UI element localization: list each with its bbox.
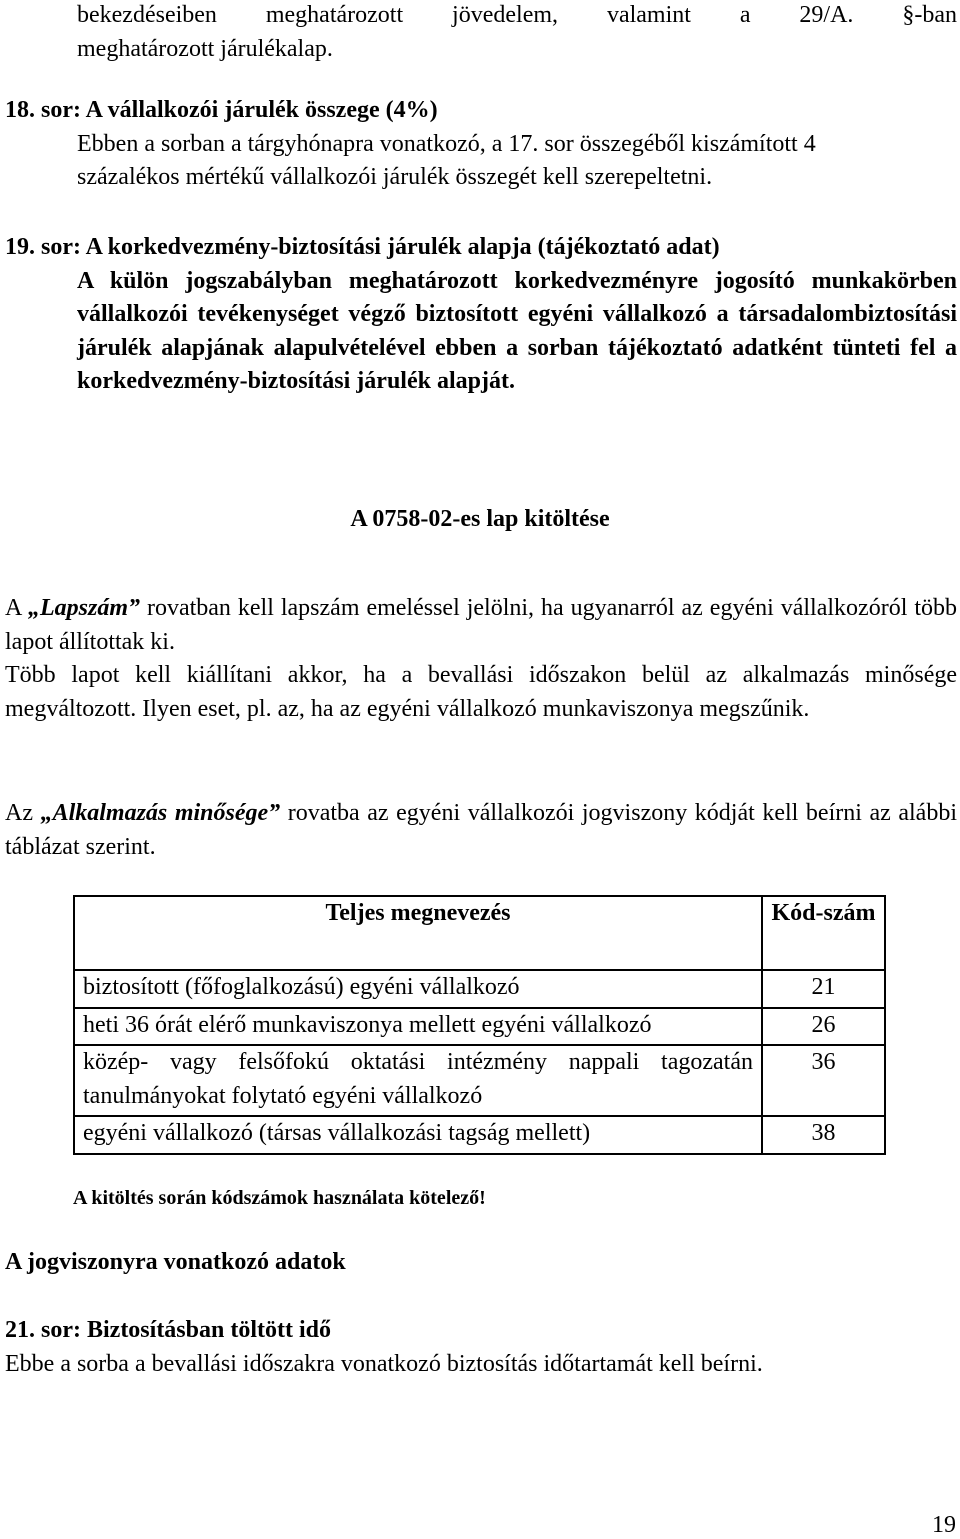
row-19-body: A külön jogszabályban meghatározott korkedvezményre jogosító munkakörben vállalkozói tevékenységet végző biztosított egyéni vállalkozó a társadalombiztosítási járulék alapjának alapulvételével ebben a sorban tájékoztató adatként tünteti fel a korkedvezmény-biztosítási járulék alapját. xyxy=(77,267,957,394)
row-name: heti 36 órát elérő munkaviszonya mellett egyéni vállalkozó xyxy=(74,1008,762,1046)
alkalmazas-pre: Az xyxy=(5,800,41,826)
row-18-title: 18. sor: A vállalkozói járulék összege (4%) xyxy=(5,97,438,123)
row-name: biztosított (főfoglalkozású) egyéni vállalkozó xyxy=(74,970,762,1008)
row-code: 21 xyxy=(762,970,885,1008)
lapszam-second: Több lapot kell kiállítani akkor, ha a bevallási időszakon belül az alkalmazás minősége megváltozott. Ilyen eset, pl. az, ha az egyéni vállalkozó munkaviszonya megszűnik. xyxy=(5,662,957,722)
alkalmazas-paragraph xyxy=(5,797,957,864)
lapszam-paragraph xyxy=(5,592,957,726)
row-name: közép- vagy felsőfokú oktatási intézmény nappali tagozatán tanulmányokat folytató egyéni vállalkozó xyxy=(74,1045,762,1116)
alkalmazas-text xyxy=(5,797,957,864)
code-table xyxy=(73,895,886,1155)
row-19-section xyxy=(5,231,957,399)
section-heading-jogviszony: A jogviszonyra vonatkozó adatok xyxy=(5,1249,346,1275)
row-18-section xyxy=(5,94,905,195)
lapszam-pre: A xyxy=(5,595,28,621)
paragraph-continuation xyxy=(77,0,957,66)
table-row xyxy=(74,1116,885,1154)
code-table-header xyxy=(74,896,885,970)
alkalmazas-term: „Alkalmazás minősége” xyxy=(40,800,281,826)
row-21-title: 21. sor: Biztosításban töltött idő xyxy=(5,1317,331,1343)
table-row xyxy=(74,1008,885,1046)
lapszam-text xyxy=(5,592,957,659)
table-row xyxy=(74,1045,885,1116)
section-heading-0758: A 0758-02-es lap kitöltése xyxy=(350,506,610,532)
row-code: 38 xyxy=(762,1116,885,1154)
row-21-body: Ebbe a sorba a bevallási időszakra vonatkozó biztosítás időtartamát kell beírni. xyxy=(5,1350,763,1377)
row-code: 36 xyxy=(762,1045,885,1116)
continuation-line-1: bekezdéseiben meghatározott jövedelem, valamint a 29/A. §-ban xyxy=(77,2,957,28)
lapszam-post: rovatban kell lapszám emeléssel jelölni, ha ugyanarról az egyéni vállalkozóról több lapot állítottak ki. xyxy=(5,595,957,655)
continuation-line-2: meghatározott járulékalap. xyxy=(77,35,333,62)
row-18-body: Ebben a sorban a tárgyhónapra vonatkozó, a 17. sor összegéből kiszámított 4 százalékos mértékű vállalkozói járulék összegét kell szerepeltetni. xyxy=(77,130,816,190)
alkalmazas-post: rovatba az egyéni vállalkozói jogviszony kódját kell beírni az alábbi táblázat szerint. xyxy=(5,800,957,860)
page-number: 19 xyxy=(932,1512,956,1538)
row-name: egyéni vállalkozó (társas vállalkozási tagság mellett) xyxy=(74,1116,762,1154)
table-row xyxy=(74,970,885,1008)
row-21-section xyxy=(5,1314,957,1381)
header-code: Kód-szám xyxy=(762,896,885,970)
table-note: A kitöltés során kódszámok használata kötelező! xyxy=(73,1187,486,1209)
row-code: 26 xyxy=(762,1008,885,1046)
row-19-title: 19. sor: A korkedvezmény-biztosítási járulék alapja (tájékoztató adat) xyxy=(5,234,720,260)
lapszam-term: „Lapszám” xyxy=(27,595,140,621)
header-name: Teljes megnevezés xyxy=(74,896,762,970)
